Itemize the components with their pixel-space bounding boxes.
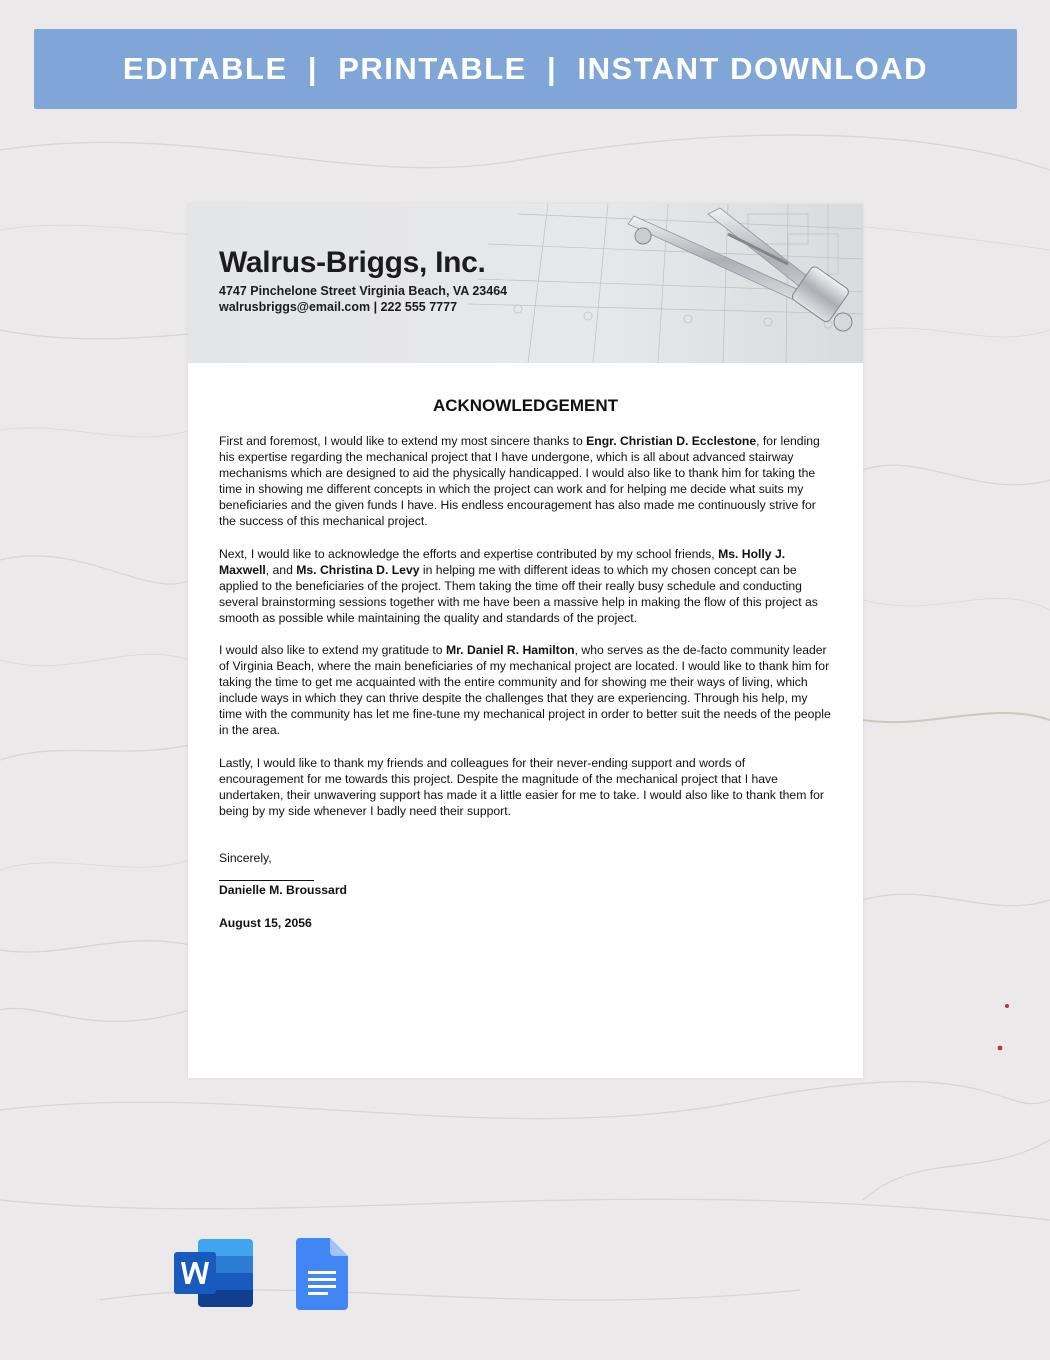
document-page bbox=[188, 204, 863, 1078]
paragraph-1 bbox=[219, 433, 833, 530]
document-title: ACKNOWLEDGEMENT bbox=[432, 396, 619, 415]
acknowledged-name: Ms. Holly J. Maxwell bbox=[219, 547, 786, 578]
closing: Sincerely, bbox=[219, 851, 272, 865]
signature-line bbox=[219, 880, 314, 881]
google-docs-icon bbox=[296, 1238, 348, 1310]
paragraph-3 bbox=[219, 642, 833, 739]
paragraph-text: in helping me with different ideas to which my chosen concept can be applied to the beneficiaries of the project. Them taking the time off their really busy schedule and conducting several brainstorming sessions together with me have been a massive help in making the flow of this project as smooth as possible while maintaining the quality and standards of the project. bbox=[219, 563, 818, 626]
paragraph-text: , and bbox=[265, 563, 297, 578]
paragraph-text: Next, I would like to acknowledge the efforts and expertise contributed by my school friends, bbox=[219, 547, 719, 561]
signature-date: August 15, 2056 bbox=[219, 916, 312, 930]
banner-text: EDITABLE | PRINTABLE | INSTANT DOWNLOAD bbox=[122, 51, 929, 86]
acknowledged-name: Ms. Christina D. Levy bbox=[296, 563, 420, 578]
company-contact: walrusbriggs@email.com | 222 555 7777 bbox=[219, 300, 458, 314]
feature-banner bbox=[34, 29, 1017, 109]
letterhead bbox=[188, 204, 863, 363]
paragraph-text: , for lending his expertise regarding the mechanical project that I have undergone, which is all about advanced stairway mechanisms which are designed to aid the physically handicapped. I would also like to thank him for taking the time in showing me different concepts in which the project can work and for helping me decide what suits my beneficiaries and the given funds I have. His endless encouragement has also made me continuously strive for the success of this mechanical project. bbox=[219, 434, 820, 529]
paragraph-text: I would also like to extend my gratitude to bbox=[219, 643, 446, 657]
paragraph-text: First and foremost, I would like to extend my most sincere thanks to bbox=[219, 434, 587, 448]
acknowledged-name: Mr. Daniel R. Hamilton bbox=[445, 643, 575, 657]
paragraph-4 bbox=[219, 755, 833, 819]
paragraph-text: , who serves as the de-facto community leader of Virginia Beach, where the main beneficiaries of my mechanical project are located. I would like to thank him for taking the time to get me acquainted with the entire community and for showing me their ways of living, which include ways in which they can thrive despite the challenges that they are experiencing. Through his help, my time with the community has let me fine-tune my mechanical project in order to better suit the needs of the people in the area. bbox=[219, 643, 831, 738]
signer-name: Danielle M. Broussard bbox=[219, 883, 348, 897]
word-icon bbox=[174, 1238, 254, 1308]
paragraph-2 bbox=[219, 546, 833, 626]
paragraph-text: Lastly, I would like to thank my friends and colleagues for their never-ending support and words of encouragement for me towards this project. Despite the magnitude of the mechanical project that I have undertaken, their unwavering support has made it a little easier for me to take. I would also like to thank them for being by my side whenever I badly need their support. bbox=[219, 756, 824, 819]
company-name: Walrus-Briggs, Inc. bbox=[219, 246, 486, 279]
company-address: 4747 Pinchelone Street Virginia Beach, VA 23464 bbox=[219, 284, 508, 298]
acknowledged-name: Engr. Christian D. Ecclestone bbox=[586, 434, 757, 448]
